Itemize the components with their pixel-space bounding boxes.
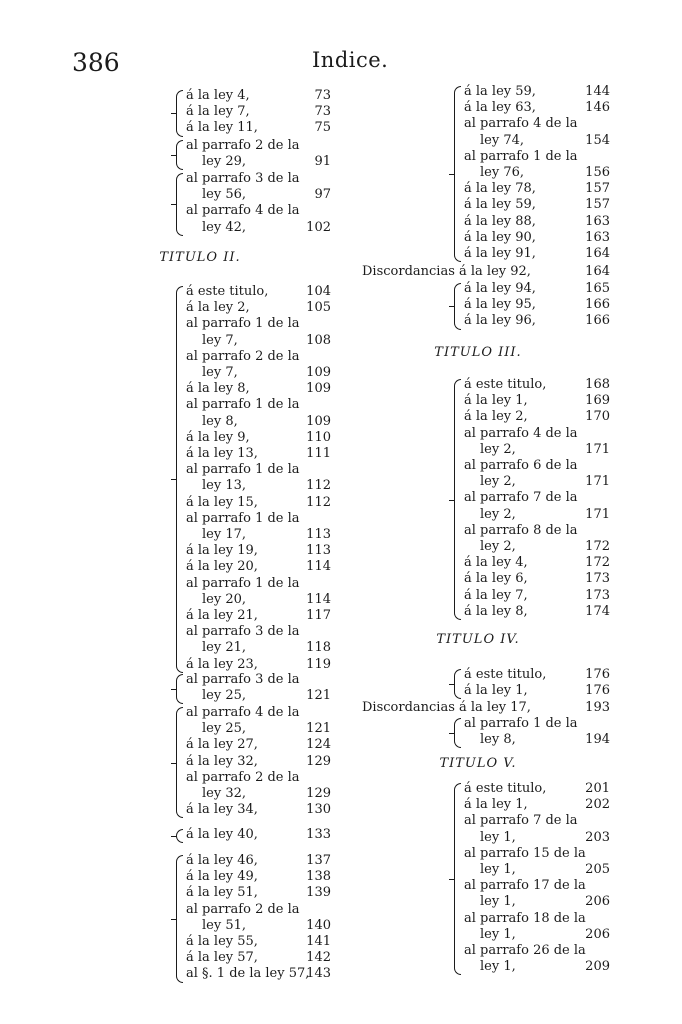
index-entry — [464, 490, 610, 506]
index-entry — [186, 869, 331, 885]
index-entry — [464, 230, 610, 246]
index-entry — [464, 943, 610, 959]
page-ref: 113 — [306, 527, 331, 542]
page-ref: 102 — [306, 219, 331, 235]
entry-text: ley 1, — [480, 862, 516, 877]
index-entry — [186, 608, 331, 624]
entry-text: á la ley 1, — [464, 393, 528, 409]
entry-text: al parrafo 1 de la — [464, 148, 578, 164]
page-ref: 202 — [585, 797, 610, 813]
entry-text: ley 17, — [202, 527, 247, 542]
index-entry — [464, 911, 610, 927]
entry-text: al parrafo 1 de la — [186, 575, 300, 591]
page-ref: 129 — [306, 786, 331, 801]
entry-text: ley 2, — [480, 539, 516, 554]
page-ref: 173 — [585, 571, 610, 587]
page-ref: 75 — [314, 120, 331, 136]
page-ref: 201 — [585, 781, 610, 796]
entry-text: ley 56, — [202, 187, 247, 203]
page-ref: 203 — [585, 829, 610, 845]
entry-text: á la ley 8, — [464, 603, 528, 619]
index-entry — [464, 894, 610, 910]
brace — [176, 855, 183, 983]
page-ref: 174 — [585, 603, 610, 619]
page-ref: 171 — [585, 474, 610, 490]
page-ref: 206 — [585, 894, 610, 910]
index-entry — [186, 559, 331, 575]
page-ref: 97 — [314, 187, 331, 203]
entry-text: á la ley 55, — [186, 934, 258, 949]
index-entry — [464, 539, 610, 555]
index-entry — [186, 576, 331, 592]
page-ref: 163 — [585, 213, 610, 229]
entry-text: al parrafo 4 de la — [186, 705, 300, 720]
entry-text: á la ley 59, — [464, 84, 536, 99]
index-entry — [186, 203, 331, 219]
page-ref: 164 — [585, 246, 610, 261]
page-ref: 165 — [585, 281, 610, 296]
index-entry — [464, 959, 610, 975]
index-entry — [464, 442, 610, 458]
index-entry — [186, 802, 331, 818]
entry-text: á la ley 46, — [186, 853, 258, 868]
index-entry — [464, 846, 610, 862]
entry-text: á la ley 63, — [464, 100, 536, 116]
index-entry — [464, 181, 610, 197]
index-entry — [186, 543, 331, 559]
page-ref: 133 — [306, 827, 331, 842]
index-entry — [186, 187, 331, 203]
entry-text: ley 21, — [202, 640, 247, 656]
brace — [176, 674, 183, 704]
index-entry — [464, 84, 610, 100]
entry-text: al parrafo 4 de la — [464, 116, 578, 132]
index-entry-inline — [362, 700, 610, 715]
entry-text: ley 2, — [480, 506, 516, 522]
index-entry — [464, 100, 610, 116]
index-entry — [464, 133, 610, 149]
entry-text: ley 25, — [202, 688, 247, 704]
entry-text: al parrafo 2 de la — [186, 901, 300, 917]
index-entry — [186, 511, 331, 527]
entry-text: al parrafo 18 de la — [464, 910, 586, 926]
index-entry — [464, 830, 610, 846]
entry-text: á la ley 11, — [186, 120, 258, 136]
entry-text: á la ley 1, — [464, 797, 528, 813]
index-entry — [464, 426, 610, 442]
page-ref: 109 — [306, 413, 331, 429]
index-entry — [186, 657, 331, 673]
page-ref: 140 — [306, 917, 331, 933]
page-ref: 112 — [306, 478, 331, 494]
page-ref: 154 — [585, 132, 610, 148]
index-entry — [464, 313, 610, 329]
entry-text: á la ley 4, — [464, 555, 528, 571]
entry-text: á la ley 8, — [186, 381, 250, 397]
entry-text: á la ley 59, — [464, 197, 536, 213]
index-entry — [464, 197, 610, 213]
entry-text: ley 76, — [480, 165, 525, 180]
index-entry — [464, 149, 610, 165]
entry-text: ley 1, — [480, 894, 516, 910]
entry-text: al parrafo 1 de la — [186, 316, 300, 332]
page-ref: 169 — [585, 393, 610, 409]
index-entry — [464, 297, 610, 313]
brace — [454, 669, 461, 699]
page-ref: 130 — [306, 802, 331, 818]
entry-text: al parrafo 3 de la — [186, 171, 300, 186]
page-ref: 114 — [306, 591, 331, 607]
page-ref: 171 — [585, 441, 610, 457]
index-entry — [186, 754, 331, 770]
entry-text: á la ley 32, — [186, 753, 258, 769]
section-title: TITULO V. — [439, 756, 517, 771]
page-ref: 129 — [306, 753, 331, 769]
index-entry — [186, 966, 331, 982]
page-ref: 173 — [585, 587, 610, 603]
brace — [454, 283, 461, 330]
entry-text: á este titulo, — [464, 667, 547, 682]
index-entry — [186, 446, 331, 462]
index-entry — [186, 527, 331, 543]
entry-text: á la ley 13, — [186, 446, 258, 461]
page-ref: 141 — [306, 934, 331, 949]
index-entry — [186, 950, 331, 966]
page-ref: 121 — [306, 688, 331, 704]
section-title: TITULO IV. — [436, 632, 520, 647]
entry-text: á la ley 2, — [464, 409, 528, 425]
entry-text: ley 13, — [202, 478, 247, 494]
page-ref: 104 — [306, 284, 331, 299]
page-ref: 117 — [306, 608, 331, 623]
index-entry — [186, 721, 331, 737]
brace — [454, 718, 461, 748]
index-entry — [464, 507, 610, 523]
index-entry — [464, 571, 610, 587]
entry-text: ley 25, — [202, 721, 247, 737]
page-ref: 166 — [585, 297, 610, 313]
entry-text: al parrafo 7 de la — [464, 490, 578, 506]
index-entry — [186, 300, 331, 316]
entry-text: ley 1, — [480, 959, 516, 975]
index-entry — [186, 902, 331, 918]
page-ref: 139 — [306, 885, 331, 901]
index-entry — [464, 781, 610, 797]
index-entry — [464, 667, 610, 683]
index-entry — [186, 138, 331, 154]
page-ref: 146 — [585, 100, 610, 116]
index-entry — [186, 934, 331, 950]
entry-text: ley 7, — [202, 332, 238, 348]
entry-text: al parrafo 6 de la — [464, 458, 578, 473]
page-ref: 171 — [585, 506, 610, 522]
page-ref: 206 — [585, 926, 610, 942]
page-ref: 164 — [585, 264, 610, 279]
index-entry — [464, 458, 610, 474]
entry-text: ley 29, — [202, 154, 247, 170]
brace — [176, 829, 183, 843]
index-entry — [464, 409, 610, 425]
page-ref: 138 — [306, 869, 331, 885]
index-entry — [186, 220, 331, 236]
brace — [176, 90, 183, 137]
entry-text: al parrafo 4 de la — [186, 203, 300, 219]
brace — [176, 140, 183, 170]
index-entry — [464, 604, 610, 620]
entry-text: á la ley 34, — [186, 802, 258, 818]
index-entry — [186, 592, 331, 608]
index-entry — [464, 474, 610, 490]
index-entry — [186, 672, 331, 688]
entry-text: al parrafo 7 de la — [464, 813, 578, 829]
entry-text: al parrafo 3 de la — [186, 624, 300, 640]
brace — [454, 783, 461, 975]
index-entry — [464, 797, 610, 813]
entry-text: á la ley 9, — [186, 429, 250, 445]
entry-text: á la ley 96, — [464, 313, 536, 329]
entry-text: al parrafo 3 de la — [186, 672, 300, 687]
entry-text: al parrafo 1 de la — [186, 510, 300, 526]
page-ref: 144 — [585, 84, 610, 99]
entry-text: á la ley 78, — [464, 181, 536, 197]
index-entry — [186, 495, 331, 511]
entry-text: á la ley 4, — [186, 88, 250, 103]
index-entry — [464, 555, 610, 571]
index-entry — [464, 116, 610, 132]
entry-text: ley 32, — [202, 786, 247, 801]
index-entry — [186, 478, 331, 494]
entry-text: á la ley 1, — [464, 683, 528, 699]
entry-text: al parrafo 4 de la — [464, 425, 578, 441]
index-entry — [186, 462, 331, 478]
section-title: TITULO III. — [434, 345, 522, 360]
entry-text: á la ley 23, — [186, 656, 258, 672]
index-entry — [186, 786, 331, 802]
page-ref: 209 — [585, 959, 610, 975]
page-ref: 113 — [306, 543, 331, 559]
entry-text: á la ley 95, — [464, 297, 536, 313]
index-entry — [464, 377, 610, 393]
page-ref: 109 — [306, 365, 331, 380]
index-entry — [186, 397, 331, 413]
index-entry — [186, 284, 331, 300]
entry-text: al parrafo 1 de la — [464, 716, 578, 731]
page-ref: 193 — [585, 700, 610, 715]
entry-text: á la ley 40, — [186, 827, 258, 842]
brace — [454, 379, 461, 620]
page-ref: 157 — [585, 197, 610, 213]
page-ref: 119 — [306, 656, 331, 672]
brace — [176, 286, 183, 673]
entry-text: á la ley 57, — [186, 950, 258, 966]
page-ref: 194 — [585, 732, 610, 748]
entry-text: á la ley 7, — [464, 587, 528, 603]
page-ref: 176 — [585, 683, 610, 699]
entry-text: á la ley 20, — [186, 559, 258, 575]
page-ref: 108 — [306, 332, 331, 348]
entry-text: ley 8, — [202, 413, 238, 429]
entry-text: á la ley 27, — [186, 737, 258, 753]
entry-text: á la ley 91, — [464, 246, 536, 261]
entry-text: ley 51, — [202, 917, 247, 933]
entry-text: al parrafo 2 de la — [186, 348, 300, 364]
index-entry — [186, 918, 331, 934]
entry-text: al parrafo 26 de la — [464, 943, 586, 958]
page-ref: 124 — [306, 737, 331, 753]
index-entry — [186, 120, 331, 136]
entry-text: al parrafo 1 de la — [186, 462, 300, 478]
brace — [454, 86, 461, 262]
page-ref: 137 — [306, 853, 331, 868]
page-ref: 142 — [306, 950, 331, 966]
entry-text: á la ley 21, — [186, 608, 258, 623]
index-entry — [186, 349, 331, 365]
entry-text: á la ley 51, — [186, 885, 258, 901]
entry-text: á la ley 19, — [186, 543, 258, 559]
page-ref: 114 — [306, 559, 331, 575]
entry-text: á la ley 2, — [186, 300, 250, 316]
entry-text: Discordancias á la ley 17, — [362, 700, 531, 715]
index-entry — [186, 624, 331, 640]
entry-text: á la ley 7, — [186, 104, 250, 120]
index-entry-inline — [362, 264, 610, 279]
index-entry — [464, 523, 610, 539]
page-ref: 121 — [306, 721, 331, 737]
entry-text: á la ley 88, — [464, 213, 536, 229]
index-entry — [464, 732, 610, 748]
entry-text: ley 2, — [480, 474, 516, 490]
brace — [176, 173, 183, 236]
page-ref: 157 — [585, 181, 610, 197]
entry-text: á este titulo, — [464, 377, 547, 392]
brace — [176, 707, 183, 818]
entry-text: al parrafo 15 de la — [464, 845, 586, 861]
index-entry — [186, 154, 331, 170]
index-entry — [186, 88, 331, 104]
entry-text: á este titulo, — [464, 781, 547, 796]
entry-text: Discordancias á la ley 92, — [362, 264, 531, 279]
entry-text: al parrafo 1 de la — [186, 397, 300, 413]
index-entry — [186, 365, 331, 381]
page-ref: 205 — [585, 862, 610, 877]
page-title: Indice. — [312, 48, 389, 72]
index-entry — [464, 878, 610, 894]
index-entry — [186, 381, 331, 397]
page-ref: 156 — [585, 165, 610, 180]
entry-text: á este titulo, — [186, 284, 269, 299]
page-ref: 172 — [585, 539, 610, 554]
index-entry — [186, 104, 331, 120]
page-ref: 110 — [306, 429, 331, 445]
entry-text: ley 7, — [202, 365, 238, 380]
index-entry — [186, 770, 331, 786]
index-entry — [464, 683, 610, 699]
entry-text: ley 1, — [480, 926, 516, 942]
entry-text: á la ley 94, — [464, 281, 536, 296]
entry-text: al parrafo 2 de la — [186, 769, 300, 785]
index-entry — [464, 214, 610, 230]
index-entry — [464, 588, 610, 604]
page-ref: 91 — [314, 154, 331, 170]
index-entry — [464, 813, 610, 829]
page-ref: 170 — [585, 409, 610, 425]
entry-text: ley 42, — [202, 219, 247, 235]
page-ref: 111 — [306, 446, 331, 461]
entry-text: á la ley 6, — [464, 571, 528, 587]
entry-text: á la ley 90, — [464, 229, 536, 245]
entry-text: al parrafo 8 de la — [464, 522, 578, 538]
page-ref: 168 — [585, 377, 610, 392]
entry-text: á la ley 49, — [186, 869, 258, 885]
page-ref: 73 — [314, 88, 331, 103]
index-entry — [186, 705, 331, 721]
section-title: TITULO II. — [159, 250, 241, 265]
index-entry — [186, 737, 331, 753]
index-entry — [186, 333, 331, 349]
page-ref: 118 — [306, 640, 331, 656]
page-ref: 176 — [585, 667, 610, 682]
index-entry — [464, 716, 610, 732]
page-ref: 172 — [585, 555, 610, 571]
page-ref: 112 — [306, 494, 331, 510]
entry-text: al §. 1 de la ley 57, — [186, 966, 310, 982]
index-entry — [186, 430, 331, 446]
entry-text: ley 20, — [202, 591, 247, 607]
index-entry — [186, 827, 331, 843]
index-entry — [464, 281, 610, 297]
entry-text: ley 74, — [480, 132, 525, 148]
index-entry — [186, 171, 331, 187]
page-ref: 73 — [314, 104, 331, 120]
page-ref: 163 — [585, 229, 610, 245]
index-entry — [464, 165, 610, 181]
page-number: 386 — [72, 48, 120, 77]
entry-text: al parrafo 2 de la — [186, 138, 300, 153]
page-ref: 143 — [306, 966, 331, 982]
entry-text: ley 8, — [480, 732, 516, 748]
index-entry — [186, 688, 331, 704]
index-entry — [464, 927, 610, 943]
page-ref: 166 — [585, 313, 610, 329]
index-entry — [186, 853, 331, 869]
index-entry — [464, 862, 610, 878]
index-entry — [186, 885, 331, 901]
entry-text: á la ley 15, — [186, 494, 258, 510]
page-ref: 109 — [306, 381, 331, 397]
index-entry — [186, 640, 331, 656]
index-entry — [186, 414, 331, 430]
entry-text: al parrafo 17 de la — [464, 878, 586, 894]
entry-text: ley 1, — [480, 829, 516, 845]
page-ref: 105 — [306, 300, 331, 316]
index-entry — [186, 316, 331, 332]
entry-text: ley 2, — [480, 441, 516, 457]
index-entry — [464, 393, 610, 409]
index-entry — [464, 246, 610, 262]
